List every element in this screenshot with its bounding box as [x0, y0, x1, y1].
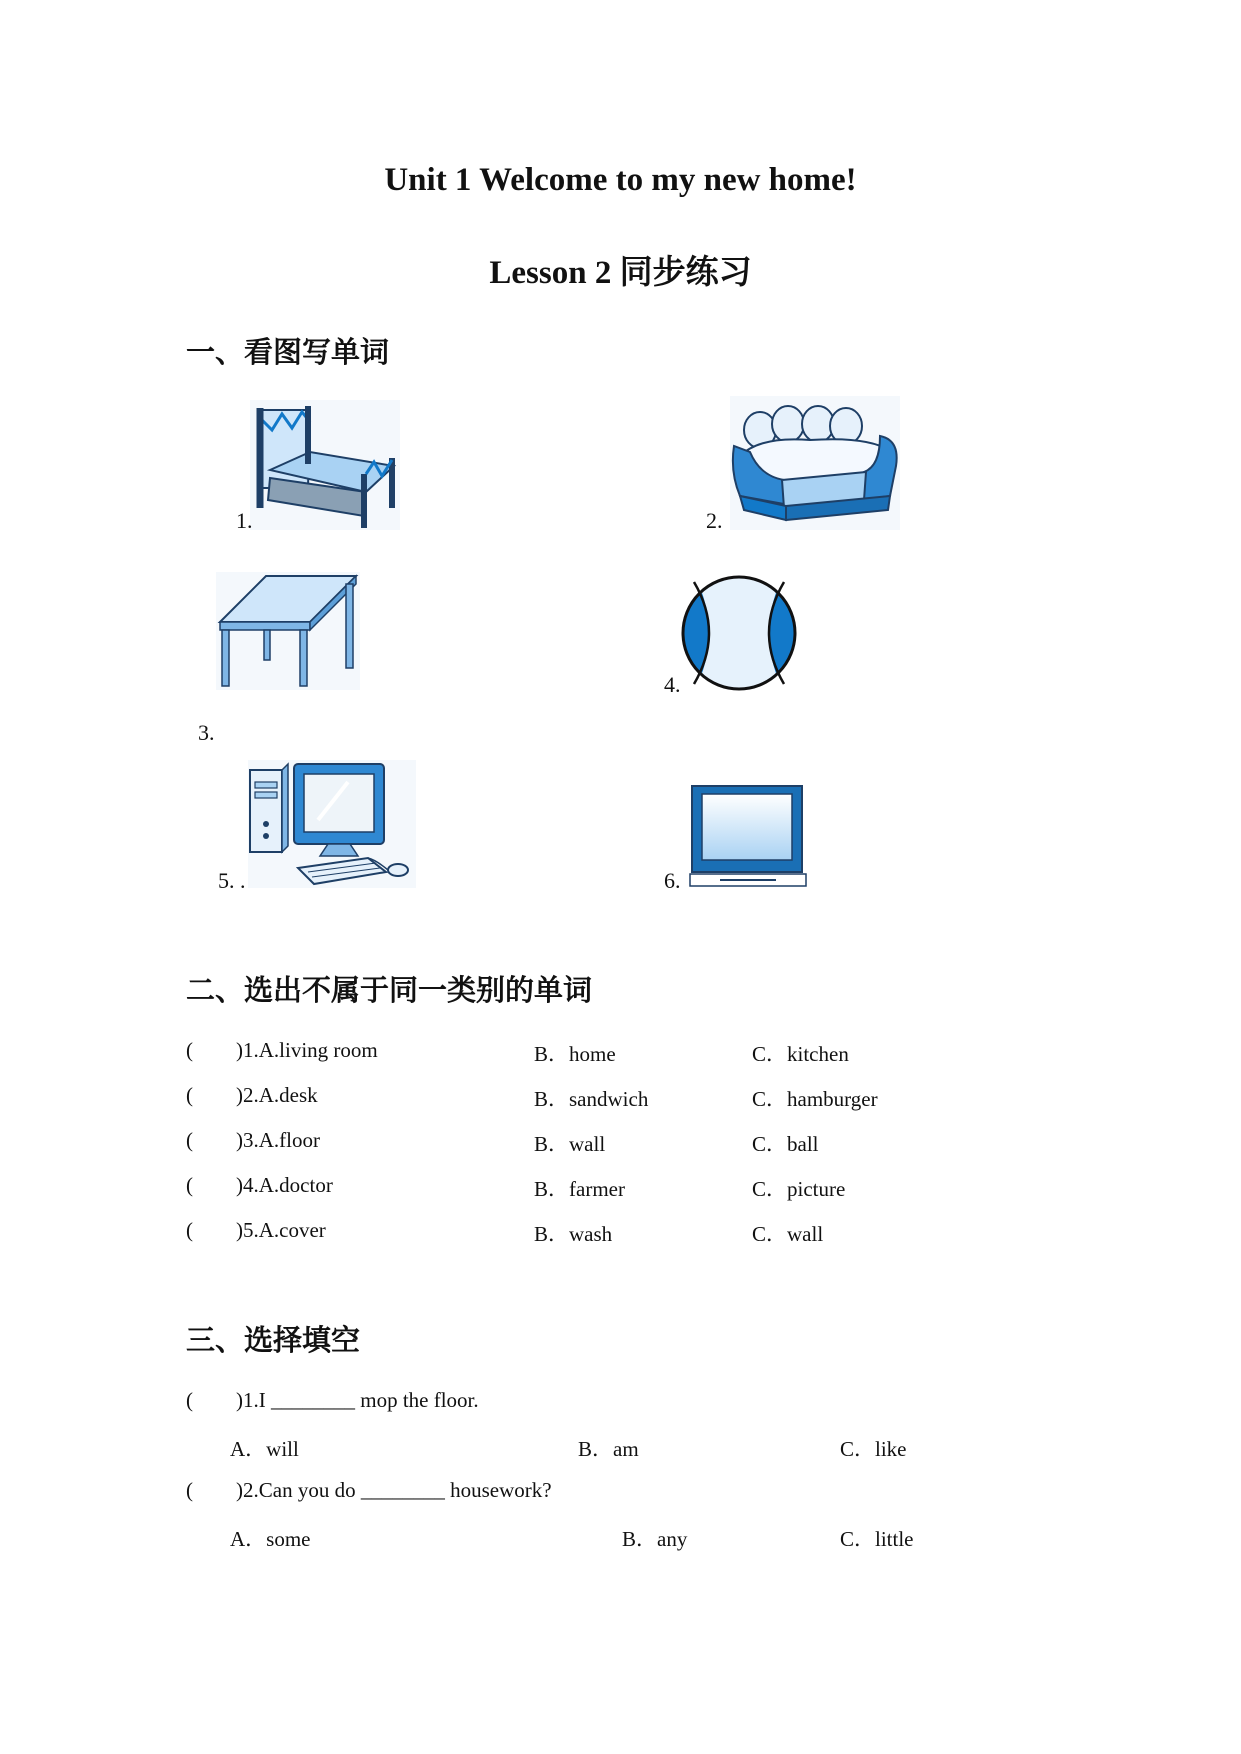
question-option-c: C．picture: [752, 1177, 846, 1201]
question-option-a: )4.A.doctor: [236, 1173, 333, 1197]
document-title: Unit 1 Welcome to my new home!: [384, 162, 857, 198]
choice-b: B．am: [578, 1437, 639, 1461]
question-option-b: B．sandwich: [534, 1087, 649, 1111]
ball-icon: [680, 574, 798, 692]
answer-bracket[interactable]: (: [186, 1083, 193, 1107]
picture-number-2: 2.: [706, 508, 723, 533]
choice-a: A．will: [230, 1437, 299, 1461]
section-3-heading: 三、选择填空: [186, 1323, 361, 1357]
question-option-b: B．wall: [534, 1132, 606, 1156]
picture-number-5: 5. .: [218, 868, 246, 893]
answer-bracket[interactable]: (: [186, 1128, 193, 1152]
bed-icon: [250, 400, 400, 530]
question-option-c: C．kitchen: [752, 1042, 849, 1066]
question-option-b: B．farmer: [534, 1177, 625, 1201]
question-option-a: )5.A.cover: [236, 1218, 326, 1242]
answer-bracket[interactable]: (: [186, 1173, 193, 1197]
question-text: )2.Can you do ________ housework?: [236, 1478, 552, 1502]
choice-c: C．little: [840, 1527, 914, 1551]
picture-number-3: 3.: [198, 720, 215, 745]
table-icon: [216, 572, 360, 690]
question-text: )1.I ________ mop the floor.: [236, 1388, 479, 1412]
picture-number-1: 1.: [236, 508, 253, 533]
picture-number-6: 6.: [664, 868, 681, 893]
choice-a: A．some: [230, 1527, 311, 1551]
answer-bracket[interactable]: (: [186, 1038, 193, 1062]
answer-bracket[interactable]: (: [186, 1388, 193, 1412]
answer-bracket[interactable]: (: [186, 1218, 193, 1242]
question-option-a: )2.A.desk: [236, 1083, 318, 1107]
question-option-c: C．wall: [752, 1222, 824, 1246]
question-option-b: B．home: [534, 1042, 616, 1066]
tv-icon: [690, 784, 806, 888]
question-option-c: C．ball: [752, 1132, 819, 1156]
choice-b: B．any: [622, 1527, 688, 1551]
question-option-b: B．wash: [534, 1222, 613, 1246]
choice-c: C．like: [840, 1437, 907, 1461]
picture-number-4: 4.: [664, 672, 681, 697]
question-option-a: )1.A.living room: [236, 1038, 378, 1062]
section-1-heading: 一、看图写单词: [186, 335, 390, 369]
section-2-heading: 二、选出不属于同一类别的单词: [186, 973, 593, 1007]
answer-bracket[interactable]: (: [186, 1478, 193, 1502]
computer-icon: [248, 760, 416, 888]
lesson-title: Lesson 2 同步练习: [489, 255, 752, 291]
question-option-c: C．hamburger: [752, 1087, 878, 1111]
question-option-a: )3.A.floor: [236, 1128, 320, 1152]
sofa-icon: [730, 396, 900, 530]
